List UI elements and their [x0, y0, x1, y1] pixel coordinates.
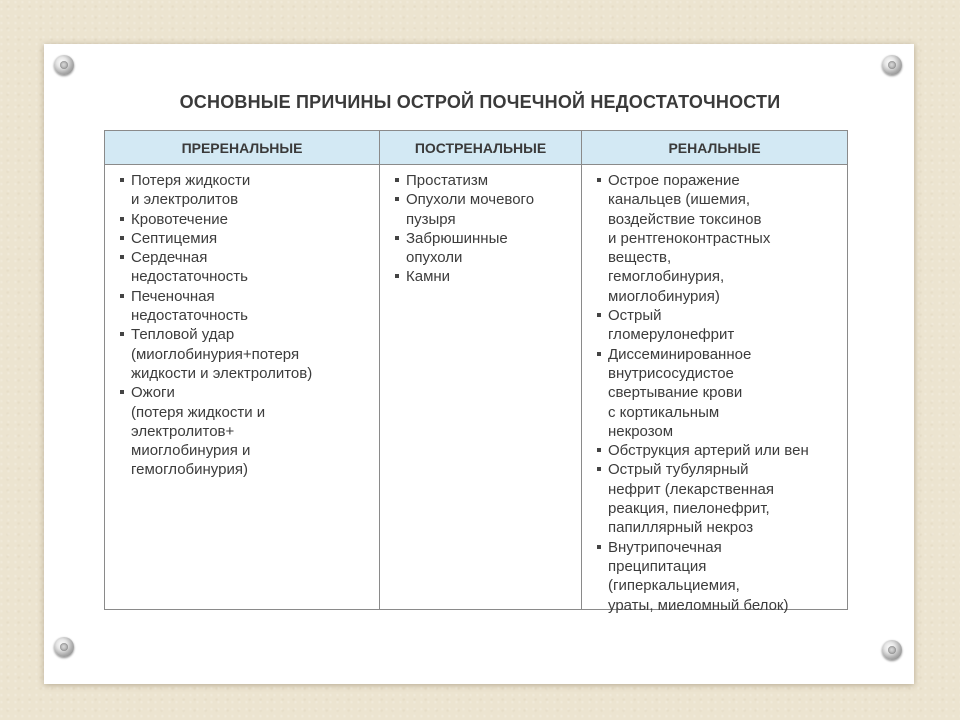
prerenal-header: ПРЕРЕНАЛЬНЫЕ	[105, 131, 379, 165]
rivet-icon	[54, 55, 74, 75]
rivet-icon	[882, 640, 902, 660]
postrenal-column	[379, 165, 581, 609]
renal-list	[596, 171, 839, 615]
list-item: Ожоги (потеря жидкости и электролитов+ миоглобинурия и гемоглобинурия)	[119, 383, 371, 479]
document-title: ОСНОВНЫЕ ПРИЧИНЫ ОСТРОЙ ПОЧЕЧНОЙ НЕДОСТАТОЧНОСТИ	[179, 92, 781, 112]
list-item: Тепловой удар (миоглобинурия+потеря жидкости и электролитов)	[119, 325, 371, 383]
renal-column	[581, 165, 847, 614]
postrenal-list	[394, 171, 573, 287]
list-item: Забрюшинные опухоли	[394, 229, 573, 268]
list-item: Острое поражение канальцев (ишемия, воздействие токсинов и рентгеноконтрастных веществ, гемоглобинурия, миоглобинурия)	[596, 171, 839, 306]
prerenal-column	[105, 165, 379, 609]
list-item: Острый тубулярный нефрит (лекарственная реакция, пиелонефрит, папиллярный некроз	[596, 460, 839, 537]
list-item: Диссеминированное внутрисосудистое свертывание крови с кортикальным некрозом	[596, 345, 839, 441]
list-item: Септицемия	[119, 229, 371, 248]
list-item: Сердечная недостаточность	[119, 248, 371, 287]
postrenal-header: ПОСТРЕНАЛЬНЫЕ	[379, 131, 581, 165]
list-item: Кровотечение	[119, 210, 371, 229]
list-item: Обструкция артерий или вен	[596, 441, 839, 460]
list-item: Острый гломерулонефрит	[596, 306, 839, 345]
renal-header: РЕНАЛЬНЫЕ	[581, 131, 847, 165]
list-item: Печеночная недостаточность	[119, 287, 371, 326]
causes-table	[104, 130, 848, 614]
list-item: Опухоли мочевого пузыря	[394, 190, 573, 229]
list-item: Простатизм	[394, 171, 573, 190]
list-item: Камни	[394, 267, 573, 286]
prerenal-list	[119, 171, 371, 480]
list-item: Внутрипочечная преципитация (гиперкальциемия, ураты, миеломный белок)	[596, 538, 839, 615]
list-item: Потеря жидкости и электролитов	[119, 171, 371, 210]
rivet-icon	[54, 637, 74, 657]
rivet-icon	[882, 55, 902, 75]
